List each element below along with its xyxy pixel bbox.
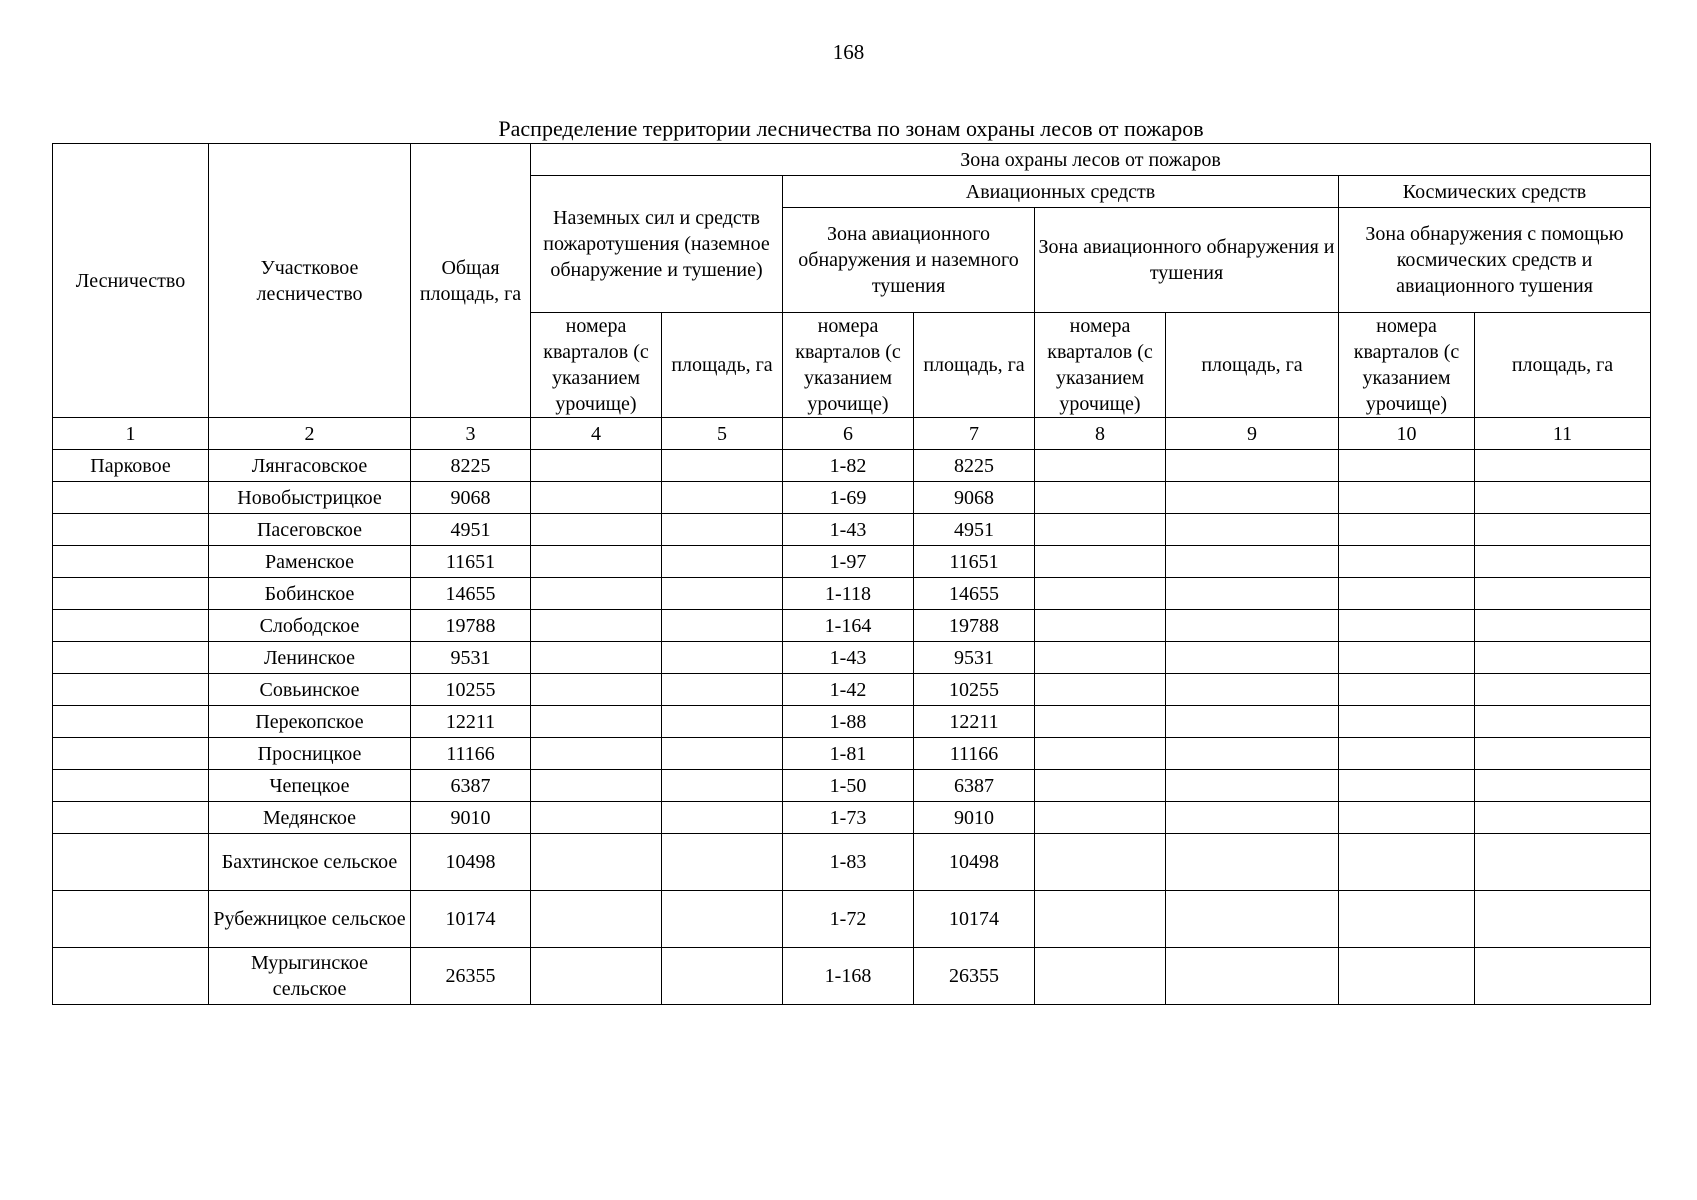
- cell-district-forestry: Бахтинское сельское: [209, 834, 411, 891]
- cell-space-area: [1475, 738, 1651, 770]
- column-number-10: 10: [1339, 418, 1475, 450]
- header-space-zone: Зона обнаружения с помощью космических средств и авиационного тушения: [1339, 208, 1651, 313]
- column-number-9: 9: [1166, 418, 1339, 450]
- cell-space-quarters: [1339, 802, 1475, 834]
- cell-forestry: [53, 674, 209, 706]
- cell-space-quarters: [1339, 891, 1475, 948]
- cell-district-forestry: Бобинское: [209, 578, 411, 610]
- cell-ground-quarters: [531, 770, 662, 802]
- cell-ground-area: [662, 642, 783, 674]
- table-row: [53, 706, 1651, 738]
- cell-aviation-full-area: [1166, 610, 1339, 642]
- cell-forestry: [53, 578, 209, 610]
- cell-space-area: [1475, 642, 1651, 674]
- cell-space-quarters: [1339, 546, 1475, 578]
- cell-ground-area: [662, 706, 783, 738]
- cell-forestry: [53, 514, 209, 546]
- table-row: [53, 610, 1651, 642]
- column-number-7: 7: [914, 418, 1035, 450]
- cell-space-area: [1475, 802, 1651, 834]
- cell-total-area: 4951: [411, 514, 531, 546]
- cell-aviation-full-area: [1166, 948, 1339, 1005]
- cell-total-area: 8225: [411, 450, 531, 482]
- table-row: [53, 834, 1651, 891]
- cell-forestry: [53, 834, 209, 891]
- cell-total-area: 11166: [411, 738, 531, 770]
- cell-aviation-full-quarters: [1035, 610, 1166, 642]
- column-number-2: 2: [209, 418, 411, 450]
- cell-forestry: [53, 642, 209, 674]
- table-row: [53, 482, 1651, 514]
- cell-ground-quarters: [531, 738, 662, 770]
- cell-total-area: 9068: [411, 482, 531, 514]
- cell-forestry: Парковое: [53, 450, 209, 482]
- cell-district-forestry: Рубежницкое сельское: [209, 891, 411, 948]
- header-aviation-group: Авиационных средств: [783, 176, 1339, 208]
- cell-aviation-ground-area: 19788: [914, 610, 1035, 642]
- cell-aviation-full-area: [1166, 482, 1339, 514]
- cell-aviation-ground-area: 10174: [914, 891, 1035, 948]
- cell-ground-area: [662, 891, 783, 948]
- cell-aviation-full-area: [1166, 514, 1339, 546]
- cell-aviation-full-area: [1166, 546, 1339, 578]
- cell-forestry: [53, 738, 209, 770]
- cell-aviation-full-quarters: [1035, 738, 1166, 770]
- cell-ground-quarters: [531, 834, 662, 891]
- cell-forestry: [53, 891, 209, 948]
- cell-total-area: 12211: [411, 706, 531, 738]
- cell-ground-area: [662, 674, 783, 706]
- cell-ground-area: [662, 450, 783, 482]
- fire-zones-table: [52, 143, 1651, 1005]
- header-ground-zone: Наземных сил и средств пожаротушения (наземное обнаружение и тушение): [531, 176, 783, 313]
- cell-aviation-full-quarters: [1035, 482, 1166, 514]
- cell-forestry: [53, 610, 209, 642]
- cell-space-quarters: [1339, 770, 1475, 802]
- cell-aviation-full-area: [1166, 642, 1339, 674]
- cell-aviation-full-quarters: [1035, 450, 1166, 482]
- cell-total-area: 19788: [411, 610, 531, 642]
- cell-forestry: [53, 802, 209, 834]
- cell-ground-area: [662, 514, 783, 546]
- cell-space-area: [1475, 546, 1651, 578]
- cell-total-area: 6387: [411, 770, 531, 802]
- cell-district-forestry: Перекопское: [209, 706, 411, 738]
- header-quarters-aviation-full: номера кварталов (с указанием урочище): [1035, 313, 1166, 418]
- cell-total-area: 9531: [411, 642, 531, 674]
- cell-space-quarters: [1339, 514, 1475, 546]
- cell-aviation-ground-area: 11651: [914, 546, 1035, 578]
- cell-aviation-full-area: [1166, 770, 1339, 802]
- cell-aviation-ground-quarters: 1-43: [783, 514, 914, 546]
- cell-aviation-ground-quarters: 1-83: [783, 834, 914, 891]
- cell-ground-quarters: [531, 706, 662, 738]
- cell-aviation-full-quarters: [1035, 706, 1166, 738]
- cell-aviation-ground-quarters: 1-73: [783, 802, 914, 834]
- cell-ground-area: [662, 482, 783, 514]
- cell-aviation-full-quarters: [1035, 948, 1166, 1005]
- cell-total-area: 10255: [411, 674, 531, 706]
- cell-forestry: [53, 948, 209, 1005]
- cell-space-area: [1475, 948, 1651, 1005]
- cell-district-forestry: Новобыстрицкое: [209, 482, 411, 514]
- cell-aviation-ground-quarters: 1-81: [783, 738, 914, 770]
- cell-total-area: 26355: [411, 948, 531, 1005]
- cell-aviation-full-quarters: [1035, 770, 1166, 802]
- cell-ground-area: [662, 802, 783, 834]
- cell-district-forestry: Ленинское: [209, 642, 411, 674]
- cell-aviation-ground-quarters: 1-42: [783, 674, 914, 706]
- cell-total-area: 10174: [411, 891, 531, 948]
- table-row: [53, 450, 1651, 482]
- cell-total-area: 9010: [411, 802, 531, 834]
- cell-aviation-full-quarters: [1035, 514, 1166, 546]
- table-row: [53, 642, 1651, 674]
- cell-district-forestry: Раменское: [209, 546, 411, 578]
- cell-aviation-ground-area: 11166: [914, 738, 1035, 770]
- cell-space-area: [1475, 514, 1651, 546]
- header-quarters-space: номера кварталов (с указанием урочище): [1339, 313, 1475, 418]
- cell-aviation-full-quarters: [1035, 834, 1166, 891]
- cell-ground-area: [662, 546, 783, 578]
- cell-ground-area: [662, 610, 783, 642]
- cell-ground-area: [662, 578, 783, 610]
- cell-aviation-ground-area: 12211: [914, 706, 1035, 738]
- header-aviation-full-zone: Зона авиационного обнаружения и тушения: [1035, 208, 1339, 313]
- cell-aviation-full-area: [1166, 450, 1339, 482]
- table-row: [53, 738, 1651, 770]
- cell-space-quarters: [1339, 834, 1475, 891]
- cell-ground-quarters: [531, 802, 662, 834]
- table-row: [53, 948, 1651, 1005]
- cell-aviation-ground-quarters: 1-82: [783, 450, 914, 482]
- header-area-ground: площадь, га: [662, 313, 783, 418]
- cell-aviation-ground-area: 8225: [914, 450, 1035, 482]
- page-number: 168: [832, 40, 865, 64]
- header-district-forestry: Участковое лесничество: [209, 144, 411, 418]
- cell-space-area: [1475, 610, 1651, 642]
- header-total-area: Общая площадь, га: [411, 144, 531, 418]
- cell-ground-area: [662, 948, 783, 1005]
- cell-ground-area: [662, 834, 783, 891]
- cell-district-forestry: Просницкое: [209, 738, 411, 770]
- table-row: [53, 674, 1651, 706]
- table-row: [53, 578, 1651, 610]
- cell-space-area: [1475, 770, 1651, 802]
- cell-aviation-ground-quarters: 1-118: [783, 578, 914, 610]
- column-number-11: 11: [1475, 418, 1651, 450]
- cell-aviation-full-area: [1166, 578, 1339, 610]
- cell-ground-quarters: [531, 674, 662, 706]
- cell-space-area: [1475, 578, 1651, 610]
- cell-total-area: 10498: [411, 834, 531, 891]
- cell-aviation-ground-quarters: 1-69: [783, 482, 914, 514]
- cell-aviation-full-quarters: [1035, 891, 1166, 948]
- cell-aviation-ground-area: 26355: [914, 948, 1035, 1005]
- cell-aviation-ground-area: 10255: [914, 674, 1035, 706]
- cell-aviation-full-area: [1166, 802, 1339, 834]
- cell-aviation-ground-area: 6387: [914, 770, 1035, 802]
- header-forestry: Лесничество: [53, 144, 209, 418]
- cell-ground-quarters: [531, 610, 662, 642]
- cell-ground-quarters: [531, 578, 662, 610]
- cell-total-area: 14655: [411, 578, 531, 610]
- cell-space-quarters: [1339, 578, 1475, 610]
- cell-aviation-ground-area: 9068: [914, 482, 1035, 514]
- cell-space-quarters: [1339, 674, 1475, 706]
- cell-aviation-full-area: [1166, 674, 1339, 706]
- cell-district-forestry: Слободское: [209, 610, 411, 642]
- column-number-8: 8: [1035, 418, 1166, 450]
- table-row: [53, 514, 1651, 546]
- cell-forestry: [53, 482, 209, 514]
- cell-aviation-ground-area: 9010: [914, 802, 1035, 834]
- cell-aviation-ground-quarters: 1-97: [783, 546, 914, 578]
- cell-district-forestry: Медянское: [209, 802, 411, 834]
- column-number-6: 6: [783, 418, 914, 450]
- cell-aviation-full-quarters: [1035, 802, 1166, 834]
- header-quarters-aviation-ground: номера кварталов (с указанием урочище): [783, 313, 914, 418]
- cell-aviation-ground-quarters: 1-88: [783, 706, 914, 738]
- cell-forestry: [53, 546, 209, 578]
- cell-space-quarters: [1339, 642, 1475, 674]
- table-title: Распределение территории лесничества по зонам охраны лесов от пожаров: [498, 116, 1204, 141]
- cell-ground-area: [662, 770, 783, 802]
- column-number-5: 5: [662, 418, 783, 450]
- cell-aviation-ground-quarters: 1-43: [783, 642, 914, 674]
- cell-ground-area: [662, 738, 783, 770]
- cell-space-quarters: [1339, 610, 1475, 642]
- cell-aviation-full-quarters: [1035, 546, 1166, 578]
- cell-aviation-full-quarters: [1035, 642, 1166, 674]
- cell-aviation-full-quarters: [1035, 578, 1166, 610]
- cell-aviation-ground-area: 4951: [914, 514, 1035, 546]
- cell-ground-quarters: [531, 642, 662, 674]
- cell-space-quarters: [1339, 948, 1475, 1005]
- cell-ground-quarters: [531, 482, 662, 514]
- cell-district-forestry: Мурыгинское сельское: [209, 948, 411, 1005]
- cell-aviation-ground-quarters: 1-168: [783, 948, 914, 1005]
- header-area-aviation-ground: площадь, га: [914, 313, 1035, 418]
- cell-ground-quarters: [531, 450, 662, 482]
- cell-aviation-ground-area: 14655: [914, 578, 1035, 610]
- cell-aviation-full-quarters: [1035, 674, 1166, 706]
- table-row: [53, 802, 1651, 834]
- cell-aviation-ground-area: 9531: [914, 642, 1035, 674]
- table-row: [53, 546, 1651, 578]
- header-aviation-ground-zone: Зона авиационного обнаружения и наземного тушения: [783, 208, 1035, 313]
- header-zone-group: Зона охраны лесов от пожаров: [531, 144, 1651, 176]
- cell-space-area: [1475, 450, 1651, 482]
- cell-aviation-ground-area: 10498: [914, 834, 1035, 891]
- cell-district-forestry: Чепецкое: [209, 770, 411, 802]
- cell-aviation-ground-quarters: 1-164: [783, 610, 914, 642]
- column-number-4: 4: [531, 418, 662, 450]
- cell-ground-quarters: [531, 891, 662, 948]
- cell-space-area: [1475, 482, 1651, 514]
- cell-forestry: [53, 706, 209, 738]
- cell-aviation-full-area: [1166, 706, 1339, 738]
- header-area-aviation-full: площадь, га: [1166, 313, 1339, 418]
- cell-district-forestry: Совьинское: [209, 674, 411, 706]
- cell-space-area: [1475, 891, 1651, 948]
- column-number-3: 3: [411, 418, 531, 450]
- cell-total-area: 11651: [411, 546, 531, 578]
- cell-ground-quarters: [531, 514, 662, 546]
- cell-space-quarters: [1339, 706, 1475, 738]
- header-quarters-ground: номера кварталов (с указанием урочище): [531, 313, 662, 418]
- column-number-1: 1: [53, 418, 209, 450]
- cell-space-quarters: [1339, 738, 1475, 770]
- cell-aviation-full-area: [1166, 738, 1339, 770]
- cell-aviation-ground-quarters: 1-50: [783, 770, 914, 802]
- cell-space-area: [1475, 834, 1651, 891]
- table-body: [53, 450, 1651, 1005]
- cell-aviation-full-area: [1166, 834, 1339, 891]
- cell-aviation-full-area: [1166, 891, 1339, 948]
- table-row: [53, 891, 1651, 948]
- cell-space-quarters: [1339, 482, 1475, 514]
- cell-space-quarters: [1339, 450, 1475, 482]
- cell-district-forestry: Лянгасовское: [209, 450, 411, 482]
- cell-space-area: [1475, 674, 1651, 706]
- header-space-group: Космических средств: [1339, 176, 1651, 208]
- cell-district-forestry: Пасеговское: [209, 514, 411, 546]
- cell-ground-quarters: [531, 546, 662, 578]
- cell-ground-quarters: [531, 948, 662, 1005]
- cell-space-area: [1475, 706, 1651, 738]
- table-row: [53, 770, 1651, 802]
- cell-aviation-ground-quarters: 1-72: [783, 891, 914, 948]
- header-area-space: площадь, га: [1475, 313, 1651, 418]
- cell-forestry: [53, 770, 209, 802]
